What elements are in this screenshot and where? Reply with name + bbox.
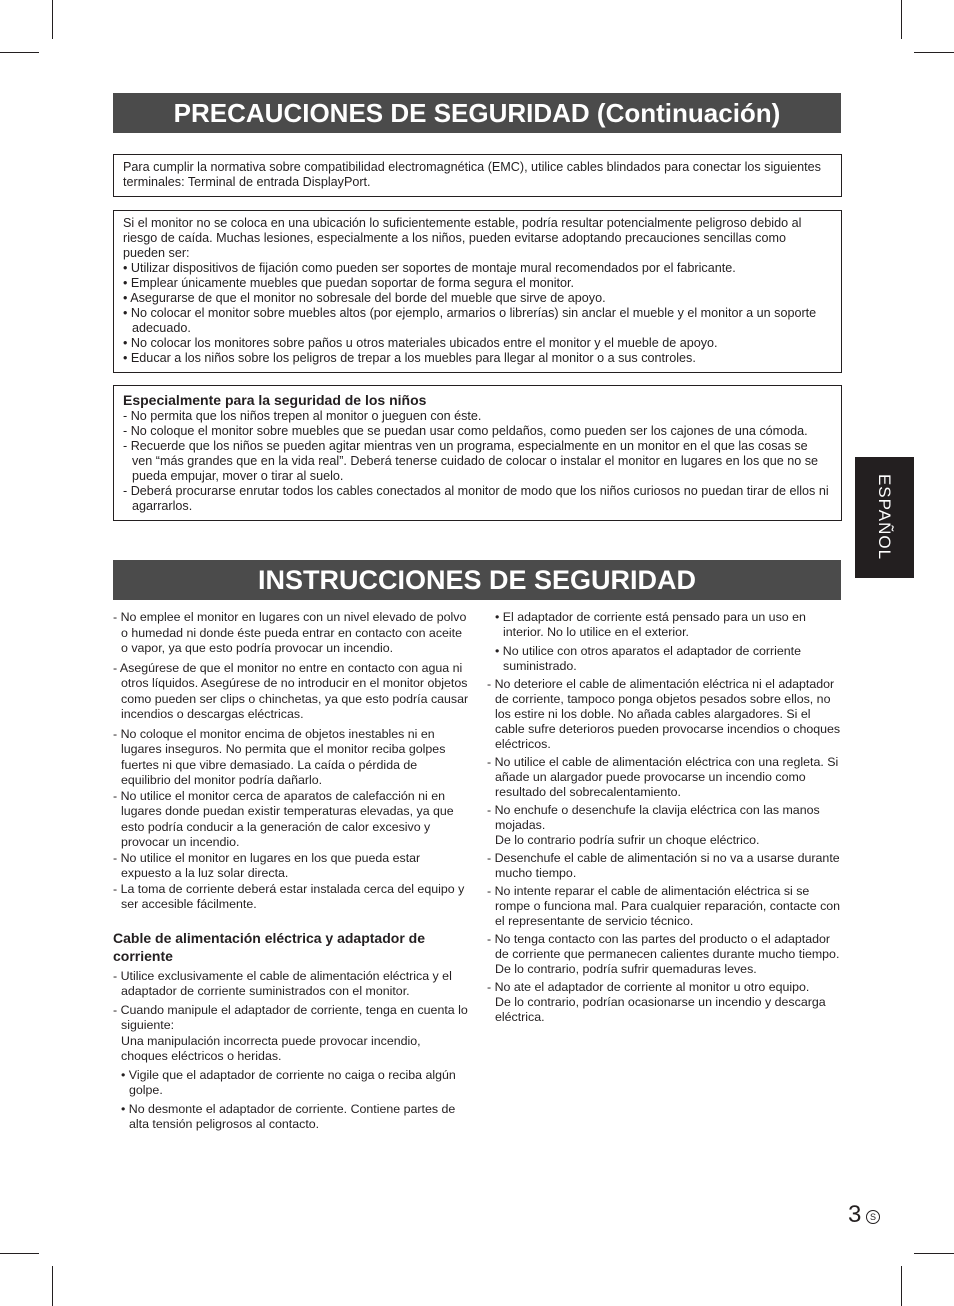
emc-notice-box — [113, 154, 842, 197]
cable-item: - Utilice exclusivamente el cable de alimentación eléctrica y el adaptador de corriente suministrados con el monitor. — [113, 968, 452, 998]
instruction-item: - No coloque el monitor encima de objetos inestables ni en lugares inseguros. No permita que el monitor reciba golpes fuertes ni que vibre demasiado. La caída o pérdida de equilibrio del monitor podría dañarlo. — [113, 726, 446, 787]
crop-mark — [0, 52, 39, 53]
instruction-item-note: De lo contrario, podría sufrir quemaduras leves. — [495, 962, 757, 976]
stability-box — [113, 210, 842, 373]
cable-section-title: Cable de alimentación eléctrica y adaptador de corriente — [113, 929, 425, 964]
instructions-right-column — [487, 610, 843, 1025]
children-safety-box — [113, 385, 842, 521]
stability-intro: Si el monitor no se coloca en una ubicación lo suficientemente estable, podría resultar potencialmente peligroso debido al riesgo de caída. Muchas lesiones, especialmente a los niños, pueden evitarse adoptando precauciones sencillas como pueden ser: — [123, 216, 802, 260]
children-item: - Deberá procurarse enrutar todos los cables conectados al monitor de modo que los niños curiosos no puedan tirar de ellos ni agarrarlos. — [123, 484, 829, 513]
instruction-item-note: De lo contrario podría sufrir un choque eléctrico. — [495, 833, 760, 847]
instructions-left-column — [113, 610, 469, 1133]
stability-item: • Utilizar dispositivos de fijación como pueden ser soportes de montaje mural recomendados por el fabricante. — [123, 261, 736, 275]
instruction-item: - No emplee el monitor en lugares con un nivel elevado de polvo o humedad ni donde éste pueda entrar en contacto con aceite o vapor, ya que esto podría provocar un incendio. — [113, 610, 467, 655]
crop-mark — [52, 1266, 53, 1306]
instruction-item: - No utilice el monitor cerca de aparatos de calefacción ni en lugares donde puedan existir temperaturas elevadas, ya que esto podría conducir a la generación de calor excesivo y provocar un incendio. — [113, 788, 454, 849]
instruction-item: - No utilice el monitor en lugares en los que pueda estar expuesto a la luz solar directa. — [113, 850, 421, 880]
cable-item-note: Una manipulación incorrecta puede provocar incendio, choques eléctricos o heridas. — [121, 1033, 421, 1063]
adapter-bullet: • No desmonte el adaptador de corriente. Contiene partes de alta tensión peligrosos al contacto. — [121, 1101, 456, 1131]
instruction-item: - No tenga contacto con las partes del producto o el adaptador de corriente que permanecen calientes durante mucho tiempo. — [487, 932, 840, 961]
crop-mark — [901, 1266, 902, 1306]
emc-notice: Para cumplir la normativa sobre compatibilidad electromagnética (EMC), utilice cables blindados para conectar los siguientes terminales: Terminal de entrada DisplayPort. — [123, 160, 821, 189]
instruction-item: - Asegúrese de que el monitor no entre en contacto con agua ni otros líquidos. Asegúrese de no introducir en el monitor objetos como pueden ser clips o chinchetas, ya que esto podría causar incendios o descargas eléctricas. — [113, 660, 469, 721]
crop-mark — [901, 0, 902, 39]
instructions-title: INSTRUCCIONES DE SEGURIDAD — [113, 560, 841, 600]
adapter-bullet: • No utilice con otros aparatos el adaptador de corriente suministrado. — [495, 644, 802, 673]
stability-item: • Educar a los niños sobre los peligros de trepar a los muebles para llegar al monitor o a sus controles. — [123, 351, 696, 365]
instruction-item-note: De lo contrario, podrían ocasionarse un incendio y descarga eléctrica. — [495, 995, 826, 1024]
instruction-item: - No utilice el cable de alimentación eléctrica con una regleta. Si añade un alargador puede provocarse un incendio como resultado del sobrecalentamiento. — [487, 755, 839, 799]
stability-item: • Asegurarse de que el monitor no sobresale del borde del mueble que sirve de apoyo. — [123, 291, 606, 305]
page-suffix-badge: S — [866, 1210, 880, 1224]
crop-mark — [0, 1253, 39, 1254]
instruction-item: - No deteriore el cable de alimentación eléctrica ni el adaptador de corriente, tampoco ponga objetos pesados sobre ellos, no los estire ni los doble. No añada cables alargadores. Si el cable sufre deterioros pueden provocarse incendios o choques eléctricos. — [487, 677, 841, 751]
instruction-item: - No ate el adaptador de corriente al monitor u otro equipo. — [487, 980, 810, 994]
stability-item: • Emplear únicamente muebles que puedan soportar de forma segura el monitor. — [123, 276, 575, 290]
crop-mark — [914, 1253, 954, 1254]
adapter-bullet: • El adaptador de corriente está pensado para un uso en interior. No lo utilice en el exterior. — [495, 610, 806, 639]
instruction-item: - No intente reparar el cable de alimentación eléctrica si se rompe o funciona mal. Para cualquier reparación, contacte con el representante de servicio técnico. — [487, 884, 841, 928]
instruction-item: - Desenchufe el cable de alimentación si no va a usarse durante mucho tiempo. — [487, 851, 840, 880]
stability-item: • No colocar los monitores sobre paños u otros materiales ubicados entre el monitor y el mueble de apoyo. — [123, 336, 718, 350]
instruction-item: - No enchufe o desenchufe la clavija eléctrica con las manos mojadas. — [487, 803, 820, 832]
children-item: - No coloque el monitor sobre muebles que se puedan usar como peldaños, como pueden ser los cajones de una cómoda. — [123, 424, 808, 438]
stability-item: • No colocar el monitor sobre muebles altos (por ejemplo, armarios o librerías) sin anclar el mueble y el monitor a un soporte adecuado. — [123, 306, 817, 335]
crop-mark — [52, 0, 53, 39]
children-item: - Recuerde que los niños se pueden agitar mientras ven un programa, especialmente en un monitor en el que las cosas se ven “más grandes que en la vida real”. Deberá tenerse cuidado de colocar o instalar el monitor en lugares en los que no se pueda empujar, mover o tirar al suelo. — [123, 439, 819, 483]
children-item: - No permita que los niños trepen al monitor o jueguen con éste. — [123, 409, 482, 423]
adapter-bullet: • Vigile que el adaptador de corriente no caiga o reciba algún golpe. — [121, 1067, 456, 1097]
language-tab — [855, 457, 914, 578]
page-number: 3 — [848, 1201, 862, 1228]
cable-item: - Cuando manipule el adaptador de corriente, tenga en cuenta lo siguiente: — [113, 1002, 468, 1032]
language-tab-label: ESPAÑOL — [875, 473, 894, 561]
children-safety-title: Especialmente para la seguridad de los niños — [123, 392, 427, 408]
crop-mark — [914, 52, 954, 53]
precautions-title: PRECAUCIONES DE SEGURIDAD (Continuación) — [113, 93, 841, 133]
instruction-item: - La toma de corriente deberá estar instalada cerca del equipo y ser accesible fácilmente. — [113, 881, 465, 911]
